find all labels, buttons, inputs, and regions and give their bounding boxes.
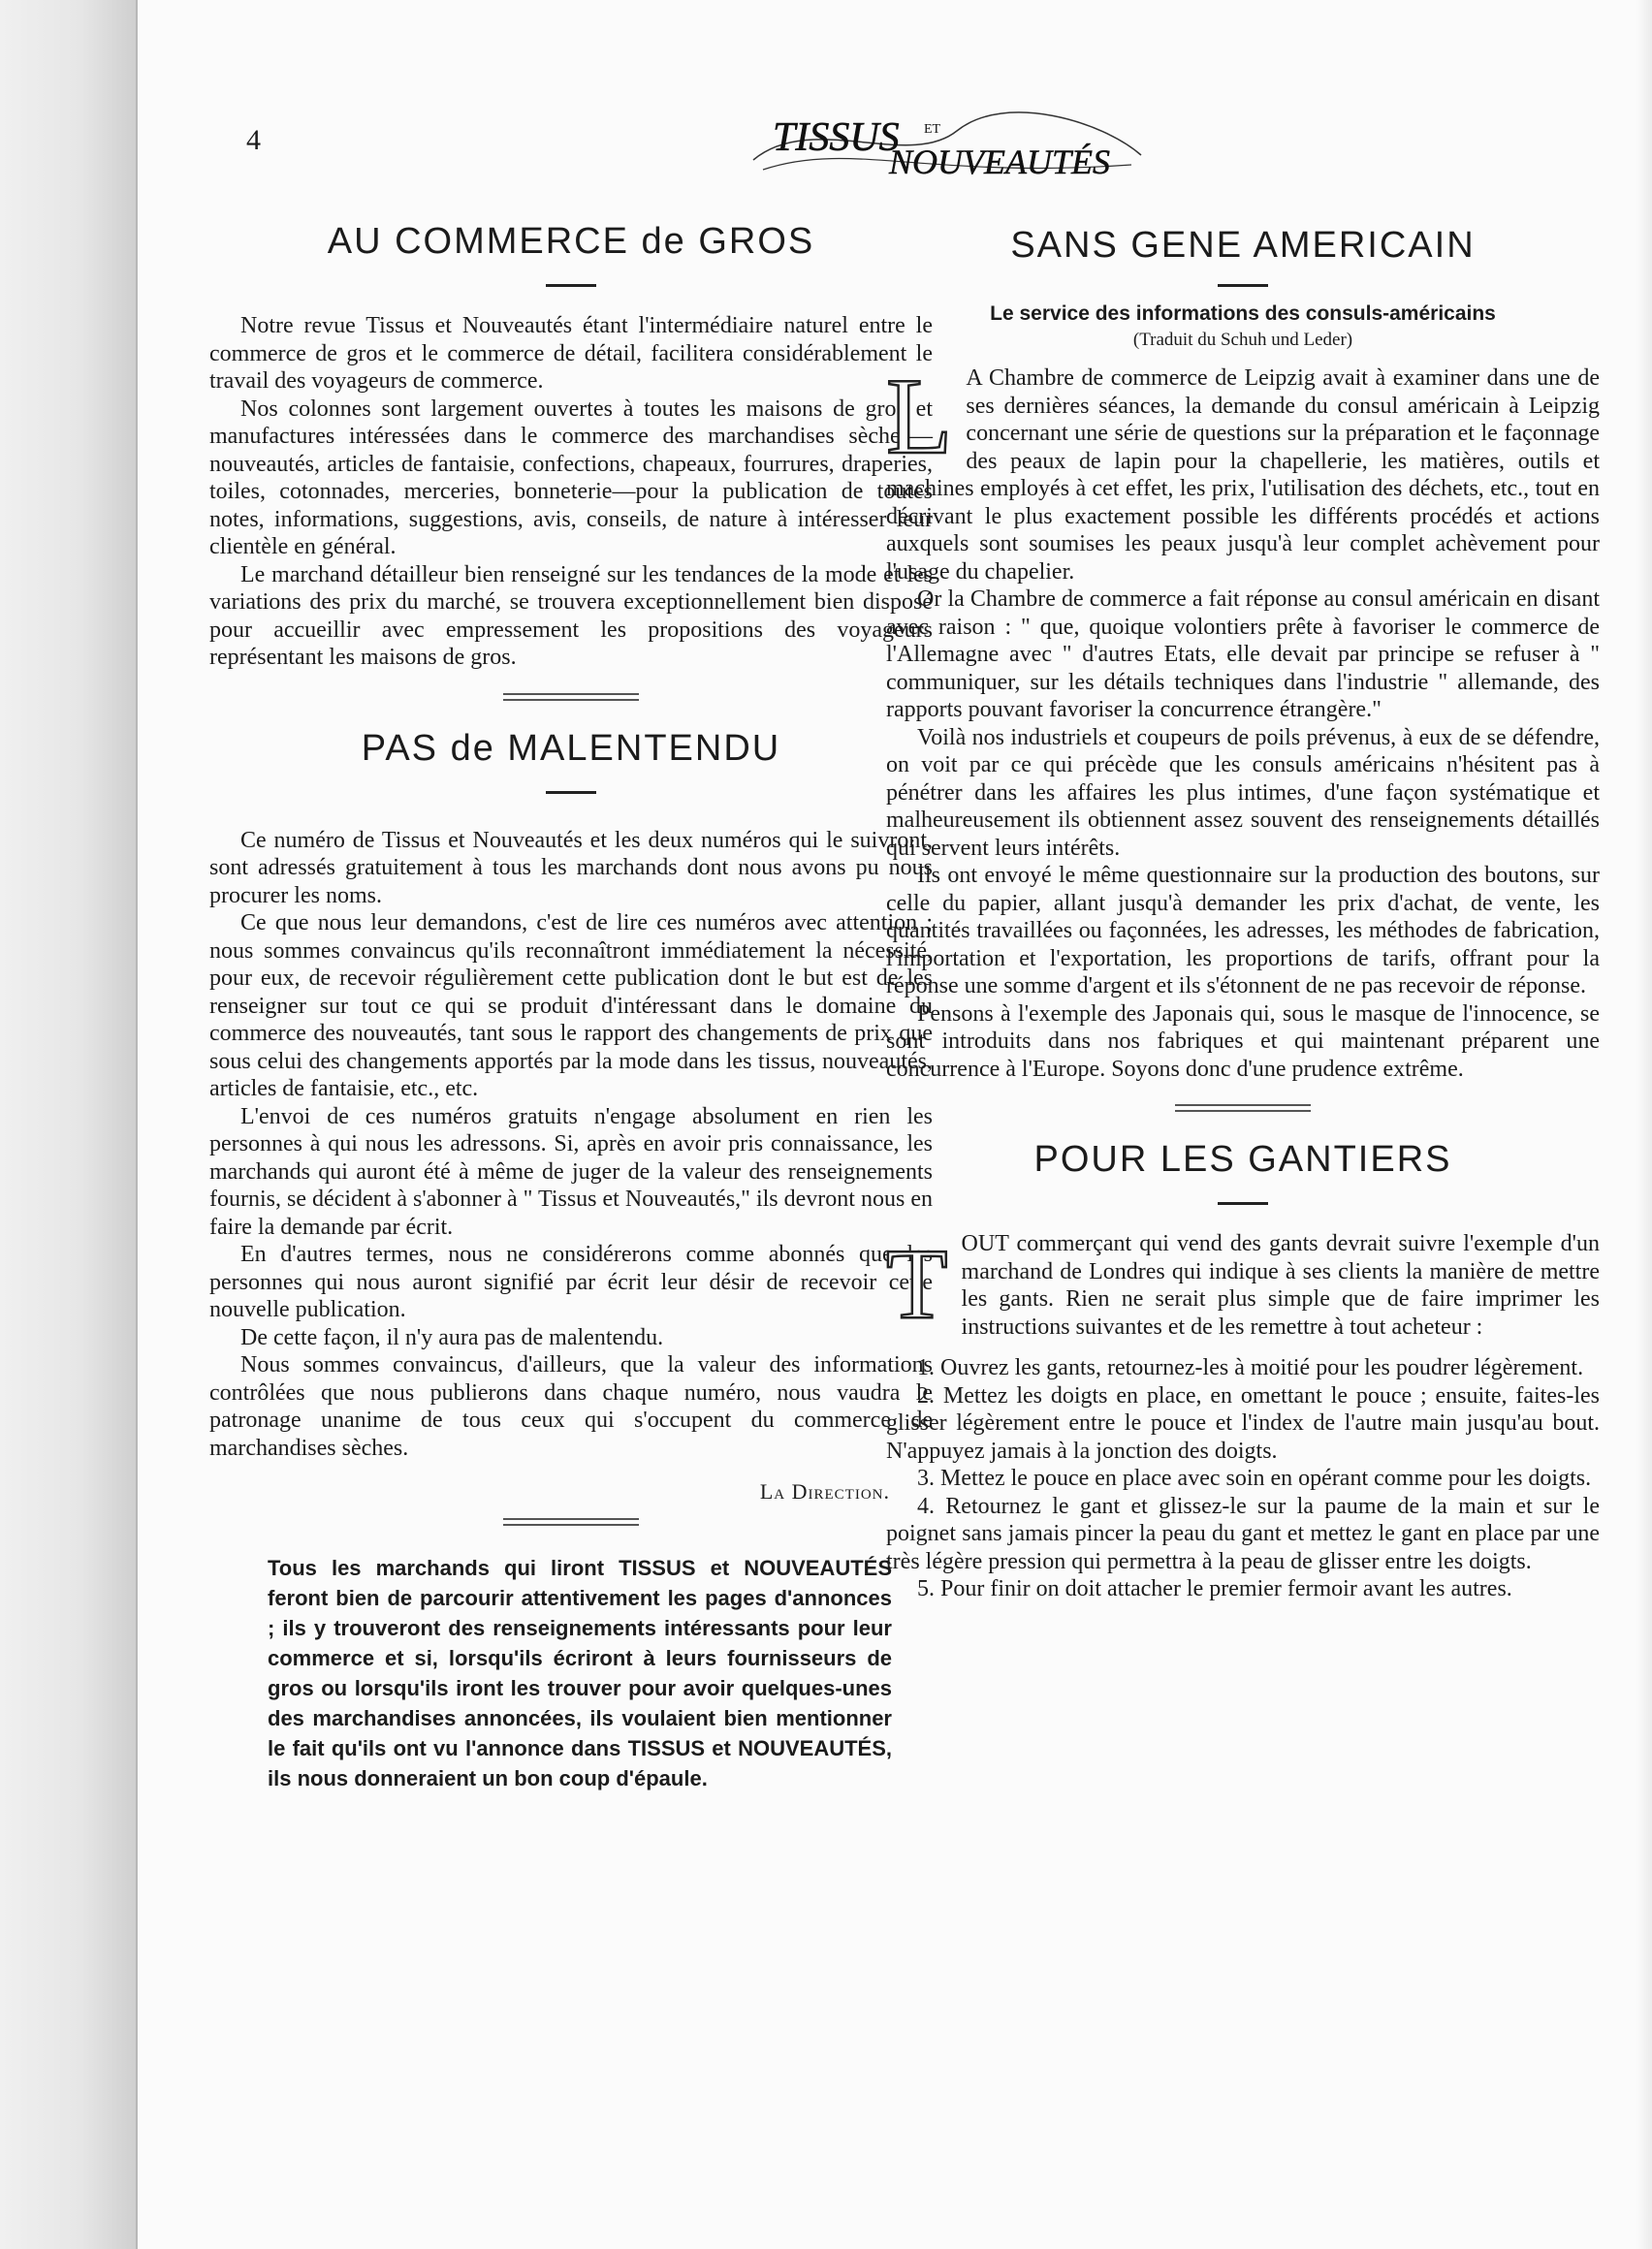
paragraph: Ce que nous leur demandons, c'est de lire ces numéros avec attention ; nous sommes convaincus qu'ils reconnaîtront immédiatement la nécessité, pour eux, de recevoir régulièrement cette publication dont le but est de les renseigner sur tout ce qui se produit d'intéressant dans le domaine du commerce des nouveautés, tant sous le rapport des changements de prix que sous celui des changements apportés par la mode dans les tissus, nouveautés, articles de fantaisie, etc., etc. [209, 910, 933, 1101]
newspaper-page [136, 0, 1652, 2249]
page-gutter-shadow [1636, 0, 1652, 2249]
paragraph: Ils ont envoyé le même questionnaire sur la production des boutons, sur celle du papier, allant jusqu'à demander les prix d'achat, de vente, les quantités travaillées ou façonnées, les adresses, les méthodes de fabrication, l'importation et l'exportation, les proportions de tarifs, offrant pour la réponse une somme d'argent et ils s'étonnent de ne pas recevoir de réponse. [886, 863, 1600, 998]
svg-text:NOUVEAUTÉS: NOUVEAUTÉS [889, 143, 1110, 181]
paragraph: Or la Chambre de commerce a fait réponse au consul américain en disant avec raison : " que, quoique volontiers prête à favoriser le commerce de l'Allemagne avec " d'autres Etats, elle devait par principe se refuser à " communiquer, sur les détails techniques dans l'industrie " allemande, des rapports pouvant favoriser la concurrence étrangère." [886, 586, 1600, 722]
article-sans-gene-americain [886, 225, 1600, 1083]
drop-cap-letter: T [886, 1228, 948, 1340]
title-rule [1218, 1202, 1268, 1205]
article-title: SANS GENE AMERICAIN [1010, 225, 1476, 266]
article-pas-de-malentendu [209, 728, 933, 1505]
paragraph: Pensons à l'exemple des Japonais qui, sous le masque de l'innocence, se sont introduits dans nos fabriques et qui maintenant préparent une concurrence à l'Europe. Soyons donc d'une prudence extrême. [886, 1000, 1600, 1082]
paragraph: Nous sommes convaincus, d'ailleurs, que la valeur des informations contrôlées que nous publierons dans chaque numéro, nous vaudra le patronage unanime de tous ceux qui s'occupent du commerce de marchandises sèches. [209, 1352, 933, 1461]
instruction-list [886, 1354, 1600, 1603]
svg-text:TISSUS: TISSUS [773, 115, 900, 160]
paragraph: De cette façon, il n'y aura pas de malentendu. [240, 1324, 664, 1350]
article-pour-les-gantiers [886, 1139, 1600, 1603]
drop-cap-letter: L [886, 357, 953, 477]
section-divider [503, 693, 639, 701]
paragraph: L'envoi de ces numéros gratuits n'engage absolument en rien les personnes à qui nous les adressons. Si, après en avoir pris connaissance, les marchands qui auront été à même de juger de la valeur des renseignements fournis, se décident à s'abonner à " Tissus et Nouveautés," ils devront nous en faire la demande par écrit. [209, 1103, 933, 1240]
paragraph: A Chambre de commerce de Leipzig avait à examiner dans une de ses dernières séances, la demande du consul américain à Leipzig concernant une série de questions sur la préparation et le façonnage des peaux de lapin pour la chapellerie, les matières, outils et machines employés à cet effet, les prix, l'utilisation des déchets, etc., tout en décrivant le plus exactement possible les différents procédés et actions auxquels sont soumises les peaux jusqu'à leur complet achèvement pour l'usage du chapelier. [886, 365, 1600, 585]
list-item: 3. Mettez le pouce en place avec soin en opérant comme pour les doigts. [917, 1466, 1592, 1491]
advertising-notice [209, 1553, 933, 1793]
list-item: 4. Retournez le gant et glissez-le sur la paume de la main et sur le poignet sans jamais pincer la peau du gant et mettez le gant en place par une très légère pression qui permettra à la peau de glisser entre les doigts. [886, 1493, 1600, 1574]
article-commerce-de-gros [209, 221, 933, 672]
section-divider [503, 1518, 639, 1526]
article-title: AU COMMERCE de GROS [327, 221, 815, 262]
signature: La Direction. [759, 1479, 890, 1504]
page-number: 4 [246, 124, 261, 156]
title-rule [546, 791, 596, 794]
paragraph: Notre revue Tissus et Nouveautés étant l'intermédiaire naturel entre le commerce de gros et le commerce de détail, facilitera considérablement le travail des voyageurs de commerce. [209, 313, 933, 394]
title-rule [546, 284, 596, 287]
article-title: PAS de MALENTENDU [361, 727, 781, 769]
paragraph: Voilà nos industriels et coupeurs de poils prévenus, à eux de se défendre, on voit par ce qui précède que les consuls américains n'hésitent pas à pénétrer dans les affaires les plus intimes, d'une façon systématique et malheureusement ils obtiennent assez souvent des renseignements détaillés qui servent leurs intérêts. [886, 724, 1600, 861]
paragraph: OUT commerçant qui vend des gants devrait suivre l'exemple d'un marchand de Londres qui indique à ses clients la manière de mettre les gants. Rien ne serait plus simple que de faire imprimer les instructions suivantes et de les remettre à tout acheteur : [961, 1231, 1600, 1340]
list-item: 5. Pour finir on doit attacher le premier fermoir avant les autres. [917, 1576, 1512, 1601]
paragraph: Le marchand détailleur bien renseigné sur les tendances de la mode et les variations des prix du marché, se trouvera exceptionnellement bien disposé pour accueillir avec empressement les propositions des voyageurs représentant les maisons de gros. [209, 561, 933, 670]
article-source: (Traduit du Schuh und Leder) [1132, 330, 1353, 350]
article-subtitle: Le service des informations des consuls-américains [990, 302, 1496, 325]
notice-text: Tous les marchands qui liront TISSUS et NOUVEAUTÉS feront bien de parcourir attentivement les pages d'annonces ; ils y trouveront des renseignements intéressants pour leur commerce et si, lorsqu'ils écriront à leurs fournisseurs de gros ou lorsqu'ils iront les trouver pour avoir quelques-unes des marchandises annoncées, ils voulaient bien mentionner le fait qu'ils ont vu l'annonce dans TISSUS et NOUVEAUTÉS, ils nous donneraient un bon coup d'épaule. [268, 1556, 892, 1790]
list-item: 1. Ouvrez les gants, retournez-les à moitié pour les poudrer légèrement. [917, 1355, 1584, 1380]
title-rule [1218, 284, 1268, 287]
paragraph: Nos colonnes sont largement ouvertes à toutes les maisons de gros et manufactures intéressées dans le commerce des marchandises sèches—nouveautés, articles de fantaisie, confections, chapeaux, fourrures, draperies, toiles, cotonnades, merceries, bonneterie—pour la publication de toutes notes, informations, suggestions, avis, conseils, de nature à intéresser leur clientèle en général. [209, 396, 933, 559]
section-divider [1175, 1104, 1311, 1112]
list-item: 2. Mettez les doigts en place, en omettant le pouce ; ensuite, faites-les glisser légèrement entre le pouce et l'index de l'autre main jusqu'au bout. N'appuyez jamais à la jonction des doigts. [886, 1382, 1600, 1464]
article-title: POUR LES GANTIERS [1033, 1139, 1452, 1180]
right-column [886, 204, 1600, 1603]
paragraph: En d'autres termes, nous ne considérerons comme abonnés que les personnes qui nous auront signifié par écrit leur désir de recevoir cette nouvelle publication. [209, 1242, 933, 1322]
left-column [209, 204, 933, 1793]
paragraph: Ce numéro de Tissus et Nouveautés et les deux numéros qui le suivront, sont adressés gratuitement à tous les marchands dont nous avons pu nous procurer les noms. [209, 827, 933, 908]
svg-text:ET: ET [924, 122, 941, 137]
scan-margin-left [0, 0, 136, 2249]
masthead-logo [734, 102, 1160, 184]
